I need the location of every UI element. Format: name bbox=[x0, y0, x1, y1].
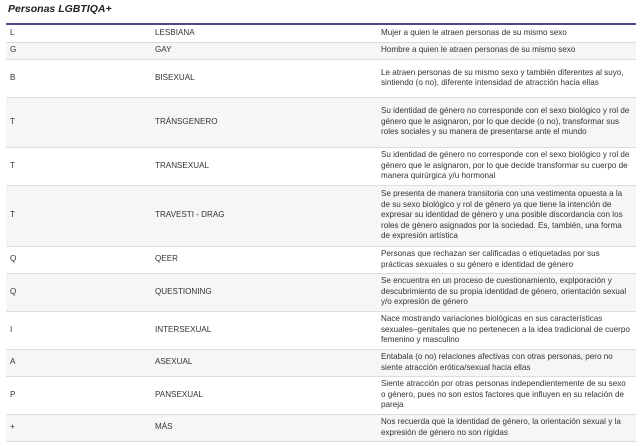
table-row bbox=[6, 414, 636, 441]
table-row bbox=[6, 273, 636, 311]
letter-cell: + bbox=[6, 414, 151, 441]
letter-cell: L bbox=[6, 25, 151, 42]
table-row bbox=[6, 349, 636, 376]
term-cell: BISEXUAL bbox=[151, 59, 377, 97]
table-row bbox=[6, 376, 636, 414]
letter-cell: A bbox=[6, 349, 151, 376]
definition-cell: Mujer a quien le atraen personas de su mismo sexo bbox=[377, 25, 636, 42]
table-row bbox=[6, 42, 636, 59]
definition-cell: Nace mostrando variaciones biológicas en sus características sexuales–genitales que no pertenecen a la idea tradicional de cuerpo femenino y masculino bbox=[377, 311, 636, 349]
term-cell: GAY bbox=[151, 42, 377, 59]
term-cell: MÁS bbox=[151, 414, 377, 441]
definition-cell: Se encuentra en un proceso de cuestionamiento, explporación y descubrimiento de su propia identidad de género, orientación sexual y/o expresión de género bbox=[377, 273, 636, 311]
letter-cell: B bbox=[6, 59, 151, 97]
definition-cell: Se presenta de manera transitoria con una vestimenta opuesta a la de su sexo biológico y rol de género ya que tiene la intención de expresar su identidad de género y una posible discordancia con los roles de género asignados por la sociedad. Es, también, una forma de expresión artística bbox=[377, 185, 636, 246]
definition-cell: Le atraen personas de su mismo sexo y también diferentes al suyo, sintiendo (o no), diferente intensidad de atracción hacia ellas bbox=[377, 59, 636, 97]
term-cell: TRAVESTI - DRAG bbox=[151, 185, 377, 246]
definition-cell: Su identidad de género no corresponde con el sexo biológico y rol de género que le asignaron, por lo que decide transformar su cuerpo de manera quirúrgica y/u hormonal bbox=[377, 147, 636, 185]
term-cell: QUESTIONING bbox=[151, 273, 377, 311]
term-cell: ASEXUAL bbox=[151, 349, 377, 376]
letter-cell: T bbox=[6, 147, 151, 185]
letter-cell: I bbox=[6, 311, 151, 349]
letter-cell: Q bbox=[6, 246, 151, 273]
table-row bbox=[6, 25, 636, 42]
table-row bbox=[6, 185, 636, 246]
table-row bbox=[6, 97, 636, 147]
table-row bbox=[6, 147, 636, 185]
table-title: Personas LGBTIQA+ bbox=[8, 3, 112, 15]
table-row bbox=[6, 311, 636, 349]
definition-cell: Hombre a quien le atraen personas de su mismo sexo bbox=[377, 42, 636, 59]
letter-cell: P bbox=[6, 376, 151, 414]
term-cell: QEER bbox=[151, 246, 377, 273]
definition-cell: Personas que rechazan ser calificadas o etiquetadas por sus prácticas sexuales o su género e identidad de género bbox=[377, 246, 636, 273]
term-cell: PANSEXUAL bbox=[151, 376, 377, 414]
letter-cell: T bbox=[6, 185, 151, 246]
letter-cell: Q bbox=[6, 273, 151, 311]
terms-table bbox=[6, 25, 636, 442]
table-row bbox=[6, 59, 636, 97]
definition-cell: Nos recuerda que la identidad de género, la orientación sexual y la expresión de género no son rígidas bbox=[377, 414, 636, 441]
definition-cell: Su identidad de género no corresponde con el sexo biológico y rol de género que le asignaron, por lo que decide (o no), transformar sus roles sociales y su manera de presentarse ante el mundo bbox=[377, 97, 636, 147]
definition-cell: Entabala (o no) relaciones afectivas con otras personas, pero no siente atracción erótica/sexual hacia ellas bbox=[377, 349, 636, 376]
table-row bbox=[6, 246, 636, 273]
term-cell: TRANSEXUAL bbox=[151, 147, 377, 185]
term-cell: INTERSEXUAL bbox=[151, 311, 377, 349]
letter-cell: G bbox=[6, 42, 151, 59]
term-cell: TRÁNSGENERO bbox=[151, 97, 377, 147]
letter-cell: T bbox=[6, 97, 151, 147]
term-cell: LESBIANA bbox=[151, 25, 377, 42]
definition-cell: Siente atracción por otras personas independientemente de su sexo o género, pues no son estos factores que influyen en su relación de pareja bbox=[377, 376, 636, 414]
